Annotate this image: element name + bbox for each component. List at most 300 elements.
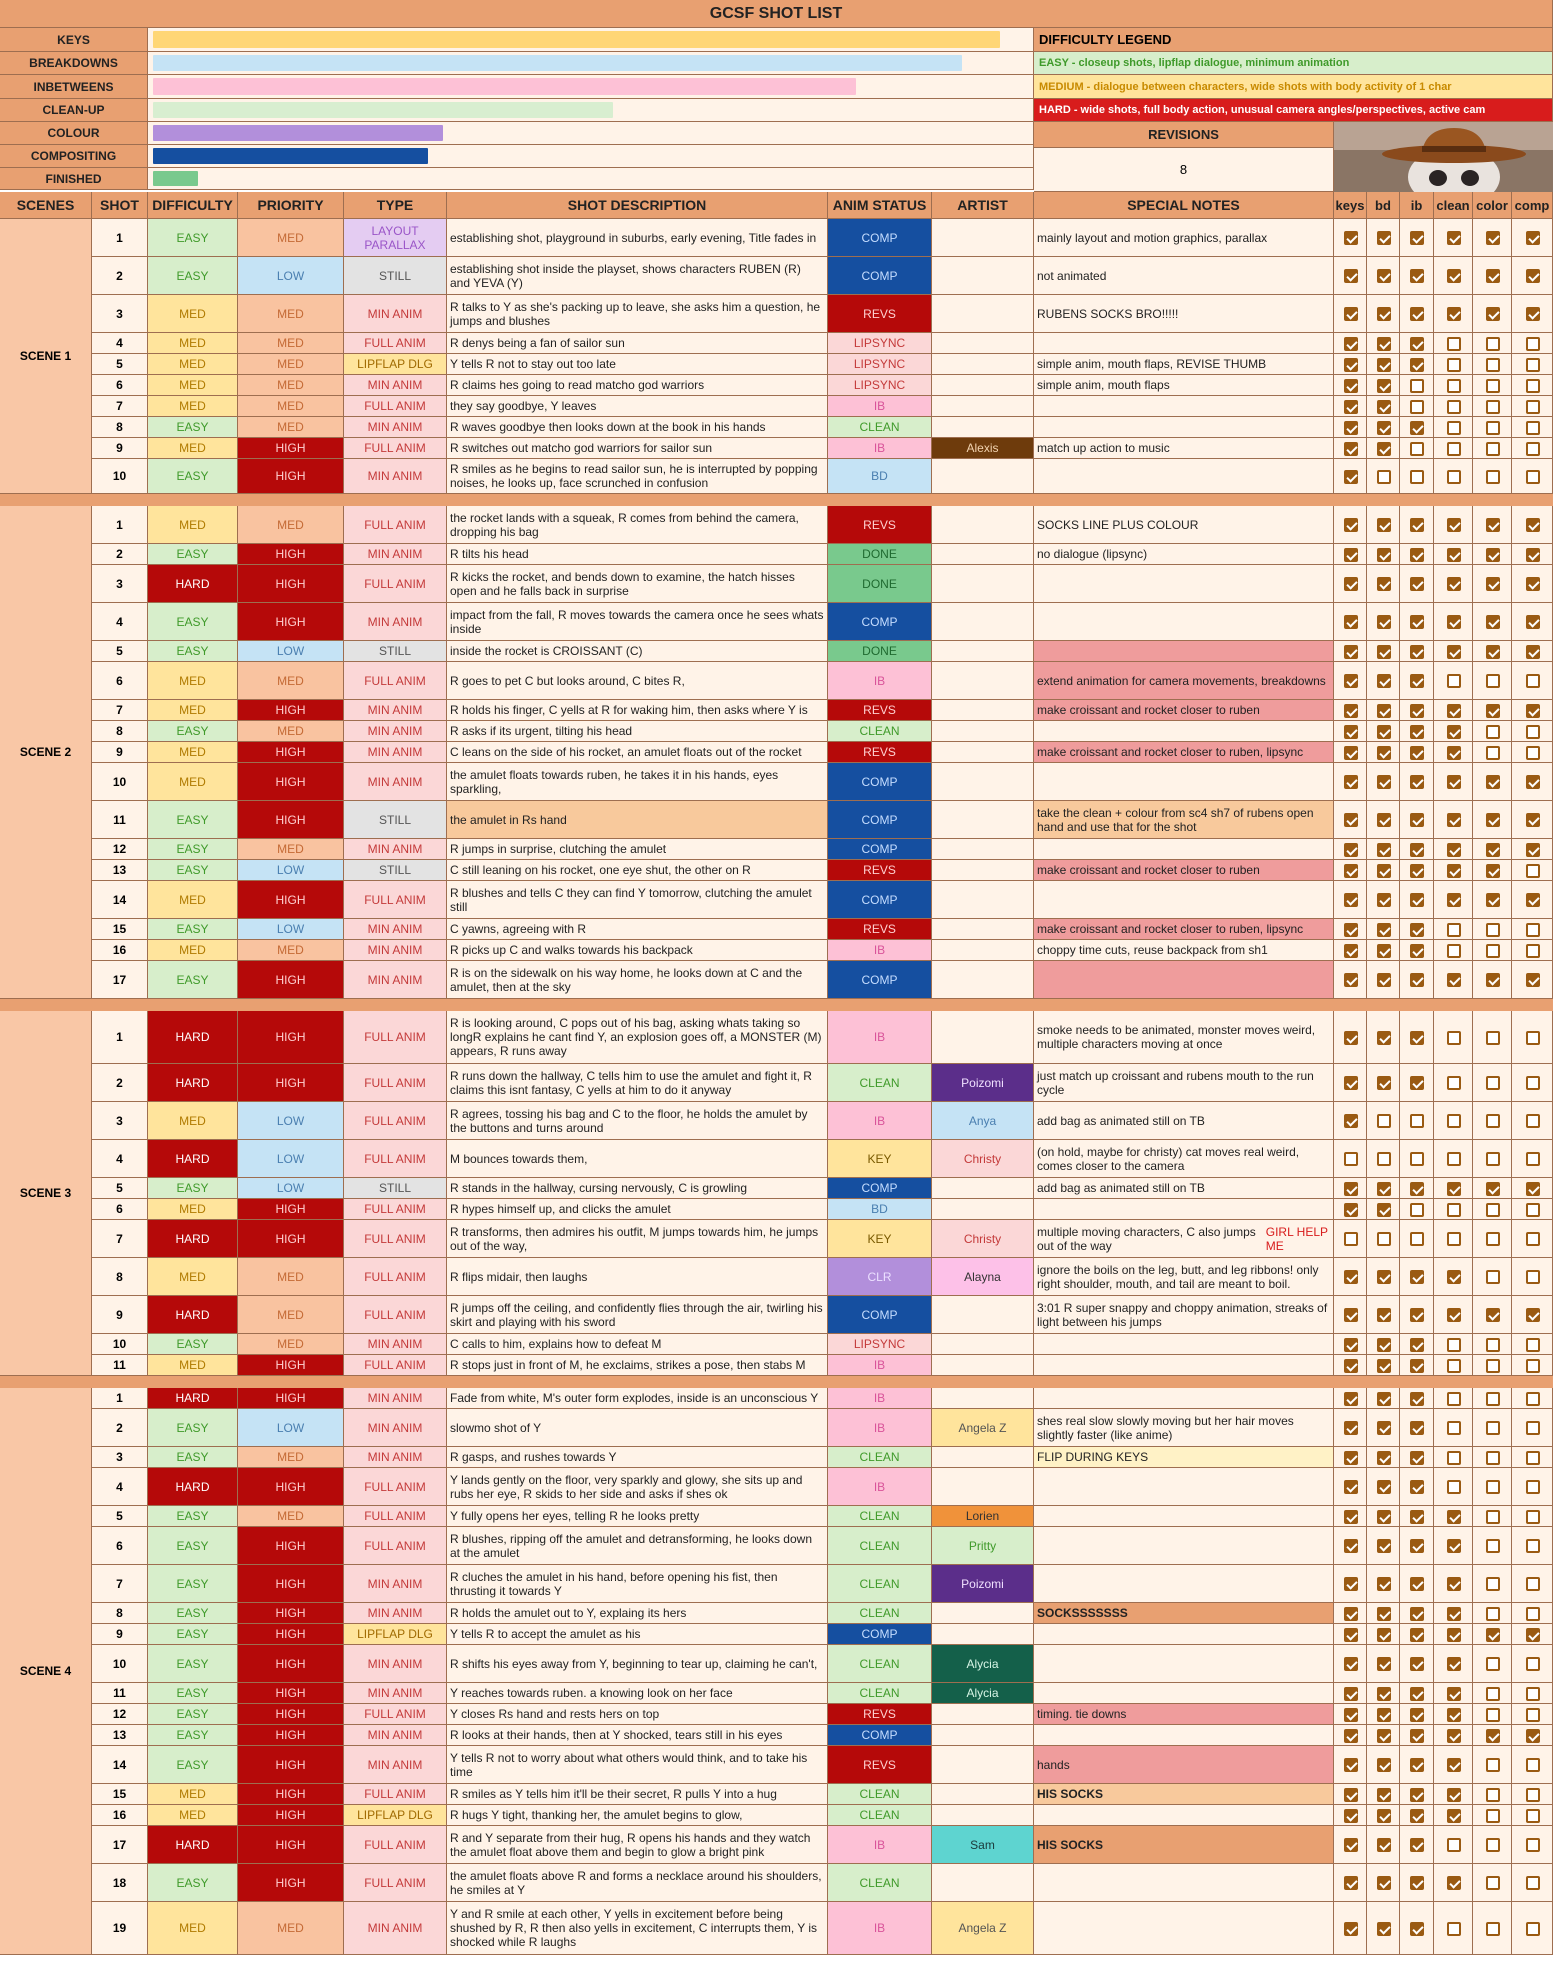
priority-badge[interactable]: HIGH xyxy=(238,544,344,565)
keys-checkbox[interactable] xyxy=(1344,1451,1358,1465)
special-notes[interactable] xyxy=(1034,721,1334,742)
clean-checkbox[interactable] xyxy=(1447,944,1461,958)
difficulty-badge[interactable]: HARD xyxy=(148,1064,238,1102)
bd-checkbox[interactable] xyxy=(1377,577,1391,591)
artist-cell[interactable] xyxy=(932,459,1034,494)
anim-status-badge[interactable]: COMP xyxy=(828,257,932,295)
color-checkbox[interactable] xyxy=(1486,358,1500,372)
difficulty-badge[interactable]: EASY xyxy=(148,417,238,438)
comp-checkbox[interactable] xyxy=(1526,746,1540,760)
priority-badge[interactable]: HIGH xyxy=(238,1746,344,1784)
bd-checkbox[interactable] xyxy=(1377,893,1391,907)
type-badge[interactable]: FULL ANIM xyxy=(344,1199,447,1220)
comp-checkbox[interactable] xyxy=(1526,674,1540,688)
shot-description[interactable]: R jumps off the ceiling, and confidently flies through the air, twirling his skirt and playing with his sword xyxy=(447,1296,828,1334)
shot-description[interactable]: R claims hes going to read matcho god warriors xyxy=(447,375,828,396)
shot-description[interactable]: R looks at their hands, then at Y shocked, tears still in his eyes xyxy=(447,1725,828,1746)
anim-status-badge[interactable]: DONE xyxy=(828,565,932,603)
difficulty-badge[interactable]: MED xyxy=(148,295,238,333)
comp-checkbox[interactable] xyxy=(1526,1607,1540,1621)
comp-checkbox[interactable] xyxy=(1526,813,1540,827)
difficulty-badge[interactable]: MED xyxy=(148,1355,238,1376)
comp-checkbox[interactable] xyxy=(1526,864,1540,878)
clean-checkbox[interactable] xyxy=(1447,307,1461,321)
special-notes[interactable]: not animated xyxy=(1034,257,1334,295)
anim-status-badge[interactable]: IB xyxy=(828,940,932,961)
type-badge[interactable]: FULL ANIM xyxy=(344,565,447,603)
priority-badge[interactable]: HIGH xyxy=(238,1199,344,1220)
bd-checkbox[interactable] xyxy=(1377,704,1391,718)
color-checkbox[interactable] xyxy=(1486,1577,1500,1591)
difficulty-badge[interactable]: EASY xyxy=(148,1683,238,1704)
priority-badge[interactable]: HIGH xyxy=(238,1704,344,1725)
keys-checkbox[interactable] xyxy=(1344,1076,1358,1090)
special-notes[interactable]: shes real slow slowly moving but her hair moves slightly faster (like anime) xyxy=(1034,1409,1334,1447)
bd-checkbox[interactable] xyxy=(1377,674,1391,688)
keys-checkbox[interactable] xyxy=(1344,1729,1358,1743)
artist-cell[interactable]: Alycia xyxy=(932,1645,1034,1683)
special-notes[interactable]: simple anim, mouth flaps, REVISE THUMB xyxy=(1034,354,1334,375)
type-badge[interactable]: MIN ANIM xyxy=(344,375,447,396)
color-checkbox[interactable] xyxy=(1486,1031,1500,1045)
difficulty-badge[interactable]: MED xyxy=(148,1784,238,1805)
priority-badge[interactable]: MED xyxy=(238,721,344,742)
special-notes[interactable] xyxy=(1034,1199,1334,1220)
artist-cell[interactable] xyxy=(932,1624,1034,1645)
shot-description[interactable]: R tilts his head xyxy=(447,544,828,565)
ib-checkbox[interactable] xyxy=(1410,1628,1424,1642)
color-checkbox[interactable] xyxy=(1486,746,1500,760)
artist-cell[interactable]: Christy xyxy=(932,1140,1034,1178)
clean-checkbox[interactable] xyxy=(1447,1708,1461,1722)
comp-checkbox[interactable] xyxy=(1526,577,1540,591)
color-checkbox[interactable] xyxy=(1486,645,1500,659)
ib-checkbox[interactable] xyxy=(1410,1687,1424,1701)
anim-status-badge[interactable]: REVS xyxy=(828,295,932,333)
bd-checkbox[interactable] xyxy=(1377,944,1391,958)
shot-description[interactable]: inside the rocket is CROISSANT (C) xyxy=(447,641,828,662)
keys-checkbox[interactable] xyxy=(1344,1203,1358,1217)
special-notes[interactable]: (on hold, maybe for christy) cat moves real weird, comes closer to the camera xyxy=(1034,1140,1334,1178)
type-badge[interactable]: MIN ANIM xyxy=(344,1334,447,1355)
bd-checkbox[interactable] xyxy=(1377,843,1391,857)
special-notes[interactable] xyxy=(1034,1902,1334,1955)
priority-badge[interactable]: HIGH xyxy=(238,565,344,603)
artist-cell[interactable] xyxy=(932,295,1034,333)
comp-checkbox[interactable] xyxy=(1526,1922,1540,1936)
type-badge[interactable]: LAYOUT PARALLAX xyxy=(344,219,447,257)
type-badge[interactable]: MIN ANIM xyxy=(344,603,447,641)
clean-checkbox[interactable] xyxy=(1447,1392,1461,1406)
shot-description[interactable]: Y tells R not to stay out too late xyxy=(447,354,828,375)
clean-checkbox[interactable] xyxy=(1447,864,1461,878)
bd-checkbox[interactable] xyxy=(1377,1838,1391,1852)
bd-checkbox[interactable] xyxy=(1377,645,1391,659)
color-checkbox[interactable] xyxy=(1486,379,1500,393)
comp-checkbox[interactable] xyxy=(1526,704,1540,718)
bd-checkbox[interactable] xyxy=(1377,813,1391,827)
comp-checkbox[interactable] xyxy=(1526,1421,1540,1435)
shot-description[interactable]: R transforms, then admires his outfit, M jumps towards him, he jumps out of the way, xyxy=(447,1220,828,1258)
priority-badge[interactable]: HIGH xyxy=(238,1064,344,1102)
ib-checkbox[interactable] xyxy=(1410,1031,1424,1045)
priority-badge[interactable]: MED xyxy=(238,295,344,333)
clean-checkbox[interactable] xyxy=(1447,1607,1461,1621)
difficulty-badge[interactable]: MED xyxy=(148,438,238,459)
type-badge[interactable]: LIPFLAP DLG xyxy=(344,1624,447,1645)
shot-description[interactable]: R talks to Y as she's packing up to leave, she asks him a question, he jumps and blushes xyxy=(447,295,828,333)
ib-checkbox[interactable] xyxy=(1410,1152,1424,1166)
clean-checkbox[interactable] xyxy=(1447,337,1461,351)
artist-cell[interactable] xyxy=(932,417,1034,438)
ib-checkbox[interactable] xyxy=(1410,843,1424,857)
comp-checkbox[interactable] xyxy=(1526,421,1540,435)
shot-description[interactable]: R denys being a fan of sailor sun xyxy=(447,333,828,354)
keys-checkbox[interactable] xyxy=(1344,893,1358,907)
keys-checkbox[interactable] xyxy=(1344,674,1358,688)
difficulty-badge[interactable]: HARD xyxy=(148,1296,238,1334)
shot-description[interactable]: Y tells R to accept the amulet as his xyxy=(447,1624,828,1645)
clean-checkbox[interactable] xyxy=(1447,1203,1461,1217)
clean-checkbox[interactable] xyxy=(1447,973,1461,987)
shot-description[interactable]: R kicks the rocket, and bends down to examine, the hatch hisses open and he falls back in surprise xyxy=(447,565,828,603)
anim-status-badge[interactable]: IB xyxy=(828,1355,932,1376)
color-checkbox[interactable] xyxy=(1486,1687,1500,1701)
ib-checkbox[interactable] xyxy=(1410,1922,1424,1936)
anim-status-badge[interactable]: CLEAN xyxy=(828,1645,932,1683)
ib-checkbox[interactable] xyxy=(1410,944,1424,958)
priority-badge[interactable]: HIGH xyxy=(238,961,344,999)
shot-description[interactable]: R holds the amulet out to Y, explaing its hers xyxy=(447,1603,828,1624)
difficulty-badge[interactable]: MED xyxy=(148,1902,238,1955)
keys-checkbox[interactable] xyxy=(1344,470,1358,484)
difficulty-badge[interactable]: HARD xyxy=(148,1388,238,1409)
keys-checkbox[interactable] xyxy=(1344,1359,1358,1373)
anim-status-badge[interactable]: CLEAN xyxy=(828,1506,932,1527)
comp-checkbox[interactable] xyxy=(1526,973,1540,987)
difficulty-badge[interactable]: HARD xyxy=(148,565,238,603)
difficulty-badge[interactable]: EASY xyxy=(148,1864,238,1902)
bd-checkbox[interactable] xyxy=(1377,1922,1391,1936)
bd-checkbox[interactable] xyxy=(1377,307,1391,321)
keys-checkbox[interactable] xyxy=(1344,1421,1358,1435)
bd-checkbox[interactable] xyxy=(1377,1359,1391,1373)
clean-checkbox[interactable] xyxy=(1447,518,1461,532)
priority-badge[interactable]: MED xyxy=(238,219,344,257)
ib-checkbox[interactable] xyxy=(1410,358,1424,372)
special-notes[interactable]: choppy time cuts, reuse backpack from sh1 xyxy=(1034,940,1334,961)
artist-cell[interactable] xyxy=(932,257,1034,295)
artist-cell[interactable] xyxy=(932,919,1034,940)
special-notes[interactable]: make croissant and rocket closer to ruben xyxy=(1034,860,1334,881)
clean-checkbox[interactable] xyxy=(1447,1539,1461,1553)
comp-checkbox[interactable] xyxy=(1526,1539,1540,1553)
priority-badge[interactable]: HIGH xyxy=(238,1645,344,1683)
ib-checkbox[interactable] xyxy=(1410,1270,1424,1284)
clean-checkbox[interactable] xyxy=(1447,1270,1461,1284)
difficulty-badge[interactable]: MED xyxy=(148,375,238,396)
difficulty-badge[interactable]: EASY xyxy=(148,721,238,742)
difficulty-badge[interactable]: MED xyxy=(148,700,238,721)
shot-description[interactable]: R gasps, and rushes towards Y xyxy=(447,1447,828,1468)
type-badge[interactable]: MIN ANIM xyxy=(344,295,447,333)
anim-status-badge[interactable]: KEY xyxy=(828,1220,932,1258)
difficulty-badge[interactable]: EASY xyxy=(148,1624,238,1645)
bd-checkbox[interactable] xyxy=(1377,1076,1391,1090)
special-notes[interactable] xyxy=(1034,1334,1334,1355)
difficulty-badge[interactable]: EASY xyxy=(148,1447,238,1468)
bd-checkbox[interactable] xyxy=(1377,1182,1391,1196)
bd-checkbox[interactable] xyxy=(1377,1607,1391,1621)
keys-checkbox[interactable] xyxy=(1344,1809,1358,1823)
comp-checkbox[interactable] xyxy=(1526,1876,1540,1890)
priority-badge[interactable]: HIGH xyxy=(238,700,344,721)
shot-description[interactable]: Y fully opens her eyes, telling R he looks pretty xyxy=(447,1506,828,1527)
keys-checkbox[interactable] xyxy=(1344,231,1358,245)
priority-badge[interactable]: HIGH xyxy=(238,1683,344,1704)
artist-cell[interactable] xyxy=(932,721,1034,742)
artist-cell[interactable] xyxy=(932,940,1034,961)
artist-cell[interactable] xyxy=(932,1704,1034,1725)
bd-checkbox[interactable] xyxy=(1377,1421,1391,1435)
clean-checkbox[interactable] xyxy=(1447,674,1461,688)
type-badge[interactable]: MIN ANIM xyxy=(344,1388,447,1409)
color-checkbox[interactable] xyxy=(1486,1076,1500,1090)
bd-checkbox[interactable] xyxy=(1377,1510,1391,1524)
artist-cell[interactable] xyxy=(932,354,1034,375)
clean-checkbox[interactable] xyxy=(1447,1480,1461,1494)
ib-checkbox[interactable] xyxy=(1410,1876,1424,1890)
special-notes[interactable]: hands xyxy=(1034,1746,1334,1784)
comp-checkbox[interactable] xyxy=(1526,518,1540,532)
keys-checkbox[interactable] xyxy=(1344,1657,1358,1671)
priority-badge[interactable]: HIGH xyxy=(238,1826,344,1864)
comp-checkbox[interactable] xyxy=(1526,1657,1540,1671)
difficulty-badge[interactable]: EASY xyxy=(148,641,238,662)
anim-status-badge[interactable]: CLEAN xyxy=(828,1447,932,1468)
clean-checkbox[interactable] xyxy=(1447,1451,1461,1465)
type-badge[interactable]: FULL ANIM xyxy=(344,662,447,700)
special-notes[interactable]: FLIP DURING KEYS xyxy=(1034,1447,1334,1468)
keys-checkbox[interactable] xyxy=(1344,1577,1358,1591)
anim-status-badge[interactable]: BD xyxy=(828,459,932,494)
special-notes[interactable] xyxy=(1034,333,1334,354)
bd-checkbox[interactable] xyxy=(1377,1788,1391,1802)
shot-description[interactable]: R stops just in front of M, he exclaims, strikes a pose, then stabs M xyxy=(447,1355,828,1376)
bd-checkbox[interactable] xyxy=(1377,1876,1391,1890)
type-badge[interactable]: FULL ANIM xyxy=(344,1784,447,1805)
clean-checkbox[interactable] xyxy=(1447,1628,1461,1642)
color-checkbox[interactable] xyxy=(1486,1510,1500,1524)
type-badge[interactable]: MIN ANIM xyxy=(344,1746,447,1784)
comp-checkbox[interactable] xyxy=(1526,1628,1540,1642)
difficulty-badge[interactable]: EASY xyxy=(148,961,238,999)
artist-cell[interactable] xyxy=(932,375,1034,396)
color-checkbox[interactable] xyxy=(1486,1838,1500,1852)
artist-cell[interactable] xyxy=(932,860,1034,881)
keys-checkbox[interactable] xyxy=(1344,1152,1358,1166)
special-notes[interactable] xyxy=(1034,1565,1334,1603)
keys-checkbox[interactable] xyxy=(1344,442,1358,456)
ib-checkbox[interactable] xyxy=(1410,864,1424,878)
ib-checkbox[interactable] xyxy=(1410,1203,1424,1217)
type-badge[interactable]: MIN ANIM xyxy=(344,459,447,494)
shot-description[interactable]: establishing shot, playground in suburbs, early evening, Title fades in xyxy=(447,219,828,257)
special-notes[interactable]: just match up croissant and rubens mouth to the run cycle xyxy=(1034,1064,1334,1102)
priority-badge[interactable]: HIGH xyxy=(238,763,344,801)
comp-checkbox[interactable] xyxy=(1526,843,1540,857)
clean-checkbox[interactable] xyxy=(1447,1758,1461,1772)
shot-description[interactable]: R runs down the hallway, C tells him to use the amulet and fight it, R claims this isnt fantasy, C yells at him to do it anyway xyxy=(447,1064,828,1102)
comp-checkbox[interactable] xyxy=(1526,470,1540,484)
artist-cell[interactable]: Alycia xyxy=(932,1683,1034,1704)
artist-cell[interactable]: Poizomi xyxy=(932,1565,1034,1603)
clean-checkbox[interactable] xyxy=(1447,645,1461,659)
special-notes[interactable]: HIS SOCKS xyxy=(1034,1826,1334,1864)
priority-badge[interactable]: HIGH xyxy=(238,1624,344,1645)
comp-checkbox[interactable] xyxy=(1526,1182,1540,1196)
ib-checkbox[interactable] xyxy=(1410,1708,1424,1722)
keys-checkbox[interactable] xyxy=(1344,548,1358,562)
difficulty-badge[interactable]: EASY xyxy=(148,801,238,839)
type-badge[interactable]: MIN ANIM xyxy=(344,940,447,961)
clean-checkbox[interactable] xyxy=(1447,1838,1461,1852)
shot-description[interactable]: R smiles as Y tells him it'll be their secret, R pulls Y into a hug xyxy=(447,1784,828,1805)
ib-checkbox[interactable] xyxy=(1410,400,1424,414)
color-checkbox[interactable] xyxy=(1486,1809,1500,1823)
anim-status-badge[interactable]: CLEAN xyxy=(828,721,932,742)
ib-checkbox[interactable] xyxy=(1410,674,1424,688)
keys-checkbox[interactable] xyxy=(1344,813,1358,827)
ib-checkbox[interactable] xyxy=(1410,1838,1424,1852)
color-checkbox[interactable] xyxy=(1486,1203,1500,1217)
ib-checkbox[interactable] xyxy=(1410,923,1424,937)
shot-description[interactable]: Fade from white, M's outer form explodes, inside is an unconscious Y xyxy=(447,1388,828,1409)
color-checkbox[interactable] xyxy=(1486,231,1500,245)
color-checkbox[interactable] xyxy=(1486,944,1500,958)
type-badge[interactable]: FULL ANIM xyxy=(344,1704,447,1725)
type-badge[interactable]: FULL ANIM xyxy=(344,506,447,544)
type-badge[interactable]: MIN ANIM xyxy=(344,919,447,940)
ib-checkbox[interactable] xyxy=(1410,1729,1424,1743)
anim-status-badge[interactable]: IB xyxy=(828,1826,932,1864)
anim-status-badge[interactable]: CLEAN xyxy=(828,1805,932,1826)
anim-status-badge[interactable]: LIPSYNC xyxy=(828,1334,932,1355)
priority-badge[interactable]: HIGH xyxy=(238,1725,344,1746)
special-notes[interactable]: make croissant and rocket closer to ruben, lipsync xyxy=(1034,919,1334,940)
priority-badge[interactable]: MED xyxy=(238,1447,344,1468)
special-notes[interactable] xyxy=(1034,763,1334,801)
priority-badge[interactable]: LOW xyxy=(238,1140,344,1178)
keys-checkbox[interactable] xyxy=(1344,518,1358,532)
priority-badge[interactable]: MED xyxy=(238,333,344,354)
priority-badge[interactable]: HIGH xyxy=(238,1011,344,1064)
special-notes[interactable] xyxy=(1034,396,1334,417)
color-checkbox[interactable] xyxy=(1486,864,1500,878)
color-checkbox[interactable] xyxy=(1486,725,1500,739)
artist-cell[interactable] xyxy=(932,1805,1034,1826)
difficulty-badge[interactable]: EASY xyxy=(148,1178,238,1199)
anim-status-badge[interactable]: COMP xyxy=(828,881,932,919)
anim-status-badge[interactable]: CLEAN xyxy=(828,417,932,438)
shot-description[interactable]: R holds his finger, C yells at R for waking him, then asks where Y is xyxy=(447,700,828,721)
special-notes[interactable] xyxy=(1034,1388,1334,1409)
comp-checkbox[interactable] xyxy=(1526,1392,1540,1406)
color-checkbox[interactable] xyxy=(1486,1270,1500,1284)
color-checkbox[interactable] xyxy=(1486,470,1500,484)
artist-cell[interactable] xyxy=(932,1296,1034,1334)
bd-checkbox[interactable] xyxy=(1377,269,1391,283)
color-checkbox[interactable] xyxy=(1486,548,1500,562)
color-checkbox[interactable] xyxy=(1486,704,1500,718)
type-badge[interactable]: FULL ANIM xyxy=(344,396,447,417)
special-notes[interactable]: HIS SOCKS xyxy=(1034,1784,1334,1805)
clean-checkbox[interactable] xyxy=(1447,1657,1461,1671)
artist-cell[interactable]: Alexis xyxy=(932,438,1034,459)
special-notes[interactable]: match up action to music xyxy=(1034,438,1334,459)
difficulty-badge[interactable]: MED xyxy=(148,940,238,961)
difficulty-badge[interactable]: HARD xyxy=(148,1011,238,1064)
shot-description[interactable]: R is on the sidewalk on his way home, he looks down at C and the amulet, then at the sky xyxy=(447,961,828,999)
color-checkbox[interactable] xyxy=(1486,518,1500,532)
special-notes[interactable] xyxy=(1034,1506,1334,1527)
comp-checkbox[interactable] xyxy=(1526,548,1540,562)
bd-checkbox[interactable] xyxy=(1377,746,1391,760)
keys-checkbox[interactable] xyxy=(1344,1232,1358,1246)
comp-checkbox[interactable] xyxy=(1526,337,1540,351)
artist-cell[interactable] xyxy=(932,1011,1034,1064)
artist-cell[interactable] xyxy=(932,1603,1034,1624)
priority-badge[interactable]: HIGH xyxy=(238,459,344,494)
anim-status-badge[interactable]: COMP xyxy=(828,603,932,641)
bd-checkbox[interactable] xyxy=(1377,1577,1391,1591)
type-badge[interactable]: FULL ANIM xyxy=(344,1506,447,1527)
comp-checkbox[interactable] xyxy=(1526,944,1540,958)
clean-checkbox[interactable] xyxy=(1447,577,1461,591)
clean-checkbox[interactable] xyxy=(1447,1687,1461,1701)
priority-badge[interactable]: LOW xyxy=(238,860,344,881)
anim-status-badge[interactable]: LIPSYNC xyxy=(828,375,932,396)
anim-status-badge[interactable]: DONE xyxy=(828,544,932,565)
anim-status-badge[interactable]: REVS xyxy=(828,1746,932,1784)
color-checkbox[interactable] xyxy=(1486,1232,1500,1246)
comp-checkbox[interactable] xyxy=(1526,893,1540,907)
bd-checkbox[interactable] xyxy=(1377,1031,1391,1045)
shot-description[interactable]: R flips midair, then laughs xyxy=(447,1258,828,1296)
priority-badge[interactable]: LOW xyxy=(238,1178,344,1199)
type-badge[interactable]: MIN ANIM xyxy=(344,1683,447,1704)
difficulty-badge[interactable]: EASY xyxy=(148,1506,238,1527)
anim-status-badge[interactable]: IB xyxy=(828,1409,932,1447)
comp-checkbox[interactable] xyxy=(1526,615,1540,629)
color-checkbox[interactable] xyxy=(1486,1539,1500,1553)
shot-description[interactable]: R is looking around, C pops out of his bag, asking whats taking so longR explains he cant find Y, an explosion goes off, a MONSTER (M) appears, R runs away xyxy=(447,1011,828,1064)
keys-checkbox[interactable] xyxy=(1344,944,1358,958)
color-checkbox[interactable] xyxy=(1486,400,1500,414)
priority-badge[interactable]: LOW xyxy=(238,919,344,940)
difficulty-badge[interactable]: MED xyxy=(148,333,238,354)
ib-checkbox[interactable] xyxy=(1410,1392,1424,1406)
type-badge[interactable]: MIN ANIM xyxy=(344,1447,447,1468)
difficulty-badge[interactable]: EASY xyxy=(148,839,238,860)
priority-badge[interactable]: MED xyxy=(238,1334,344,1355)
type-badge[interactable]: MIN ANIM xyxy=(344,1725,447,1746)
ib-checkbox[interactable] xyxy=(1410,704,1424,718)
comp-checkbox[interactable] xyxy=(1526,1687,1540,1701)
priority-badge[interactable]: HIGH xyxy=(238,1220,344,1258)
special-notes[interactable] xyxy=(1034,1864,1334,1902)
keys-checkbox[interactable] xyxy=(1344,1114,1358,1128)
